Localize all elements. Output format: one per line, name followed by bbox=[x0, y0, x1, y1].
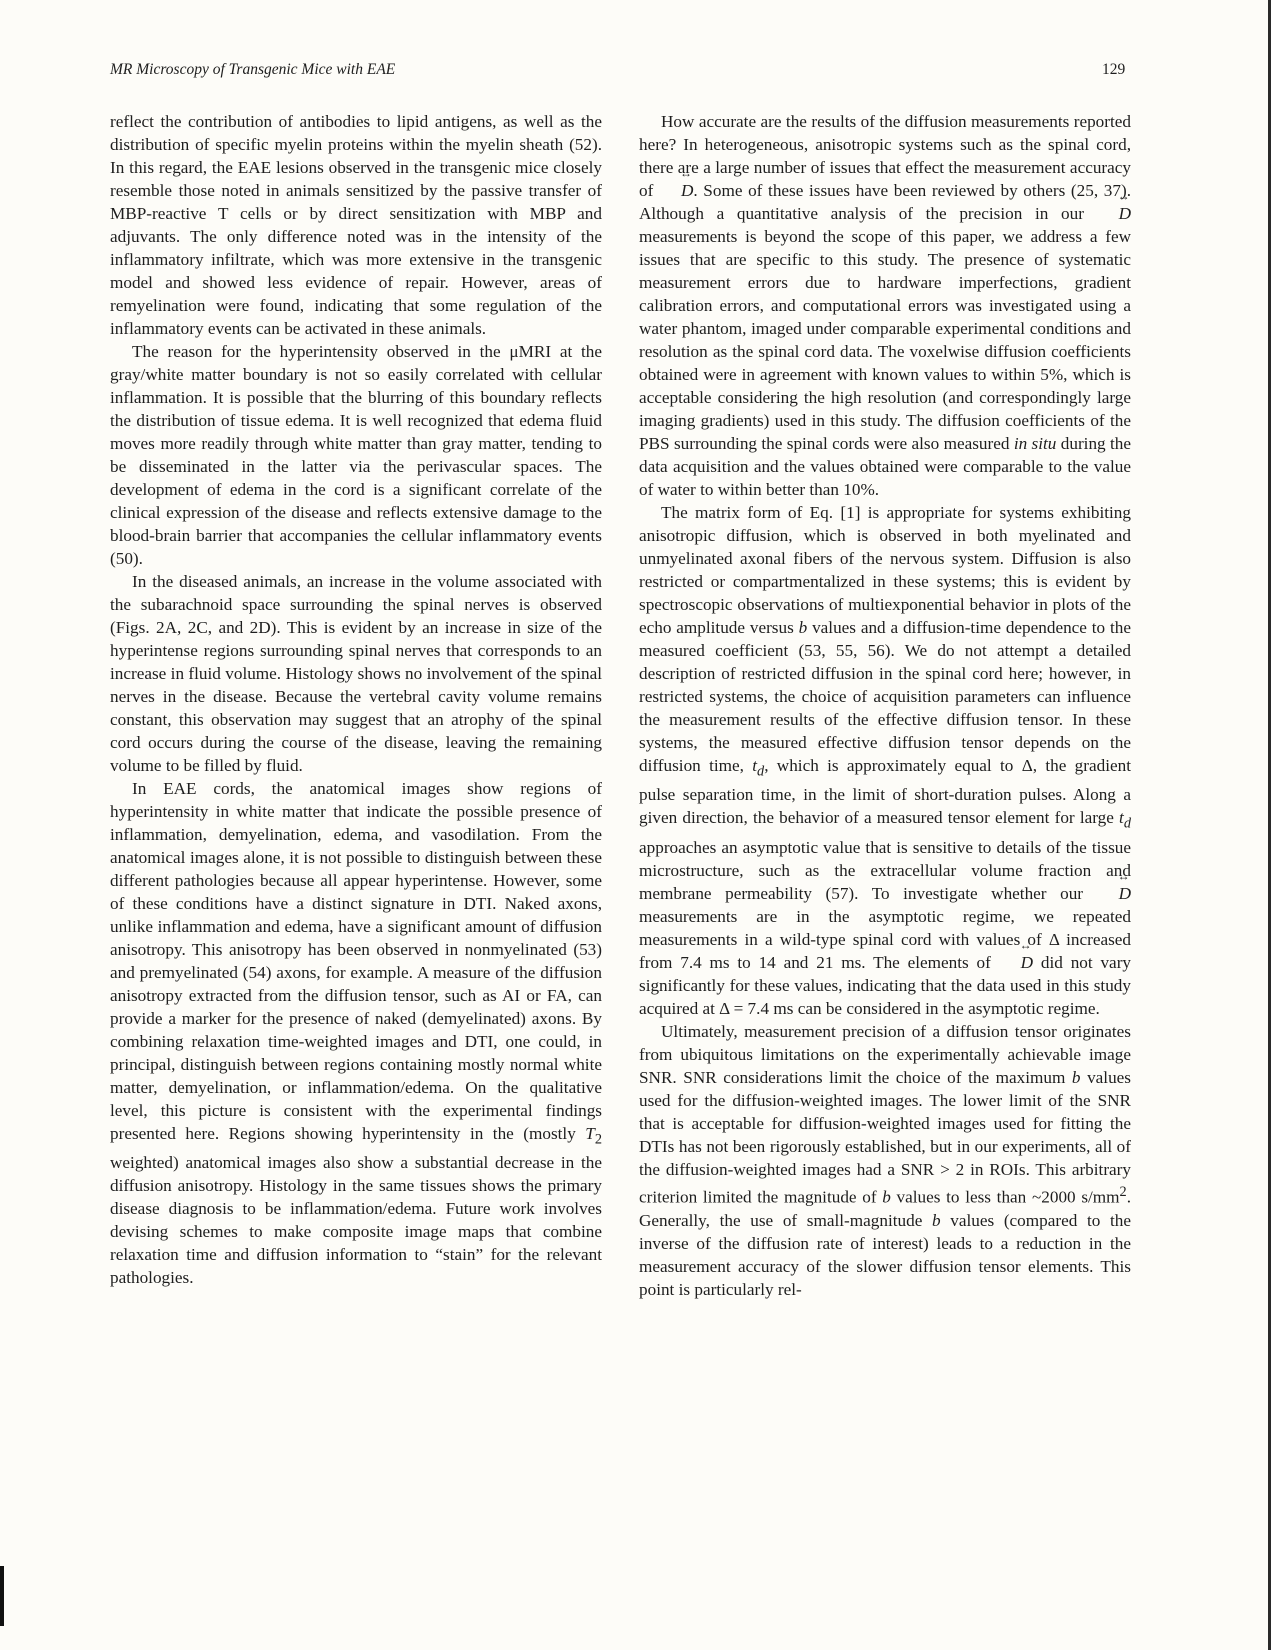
text-span: . Some of these issues have been reviewed by others (25, 37). Although a quantitative analysis of the precision in our bbox=[639, 181, 1131, 223]
text-span: approaches an asymptotic value that is sensitive to details of the tissue microstructure, such as the extracellular volume fraction and membrane permeability (57). To investigate whether our bbox=[639, 837, 1131, 903]
right-column bbox=[639, 110, 1131, 1301]
paragraph: reflect the contribution of antibodies to lipid antigens, as well as the distribution of specific myelin proteins within the myelin sheath (52). In this regard, the EAE lesions observed in the transgenic mice closely resemble those noted in animals sensitized by the passive transfer of MBP-reactive T cells or by direct sensitization with MBP and adjuvants. The only difference noted was in the intensity of the inflammatory infiltrate, which was more extensive in the transgenic model and showed less evidence of repair. However, areas of remyelination were found, indicating that some regulation of the inflammatory events can be activated in these animals. bbox=[110, 112, 602, 338]
italic-subscript: d bbox=[1123, 815, 1131, 832]
text-span: values (compared to the inverse of the diffusion rate of interest) leads to a reduction in the measurement accuracy of the slower diffusion tensor elements. This point is particularly rel- bbox=[639, 1210, 1131, 1299]
italic-symbol: b bbox=[882, 1187, 891, 1207]
italic-symbol: b bbox=[1071, 1067, 1081, 1087]
paragraph bbox=[639, 501, 1131, 1020]
italic-symbol: b bbox=[932, 1210, 941, 1230]
text-span: In EAE cords, the anatomical images show regions of hyperintensity in white matter that indicate the possible presence of inflammation, demyelination, edema, and vasodilation. From the anatomical images alone, it is not possible to distinguish between these different pathologies because all appear hyperintense. However, some of these conditions have a distinct signature in DTI. Naked axons, unlike inflammation and edema, have a significant amount of diffusion anisotropy. This anisotropy has been observed in nonmyelinated (53) and premyelinated (54) axons, for example. A measure of the diffusion anisotropy extracted from the diffusion tensor, such as AI or FA, can provide a marker for the presence of naked (demyelinated) axons. By combining relaxation time-weighted images and DTI, one could, in principal, distinguish between regions containing mostly normal white matter, demyelination, or inflammation/edema. On the qualitative level, this picture is consistent with the experimental findings presented here. Regions showing hyperintensity in the (mostly bbox=[110, 779, 602, 1143]
text-span: . Generally, the use of small-magnitude bbox=[639, 1187, 1131, 1230]
running-title: MR Microscopy of Transgenic Mice with EAE bbox=[110, 61, 396, 78]
italic-symbol: t bbox=[752, 756, 758, 775]
italic-symbol: T bbox=[585, 1124, 595, 1143]
text-span: did not vary significantly for these values, indicating that the data used in this study acquired at Δ = 7.4 ms can be considered in the asymptotic regime. bbox=[639, 952, 1132, 1018]
italic-symbol: b bbox=[798, 618, 808, 637]
tensor-symbol: ↔ D bbox=[659, 179, 693, 202]
superscript: 2 bbox=[1119, 1183, 1127, 1200]
page-number: 129 bbox=[1102, 61, 1126, 78]
text-span: measurements is beyond the scope of this paper, we address a few issues that are specific to this study. The presence of systematic measurement errors due to hardware imperfections, gradient calibration errors, and computational errors was investigated using a water phantom, imaged under comparable experimental conditions and resolution as the spinal cord data. The voxelwise diffusion coefficients obtained were in agreement with known values to within 5%, which is acceptable considering the high resolution (and correspondingly large imaging gradients) used in this study. The diffusion coefficients of the PBS surrounding the spinal cords were also measured bbox=[639, 227, 1131, 453]
paragraph bbox=[639, 1020, 1131, 1301]
text-span: during the data acquisition and the values obtained were comparable to the value of water to within better than 10%. bbox=[639, 434, 1131, 499]
italic-subscript: d bbox=[757, 763, 765, 780]
italic-term: in situ bbox=[1013, 434, 1057, 453]
italic-symbol: t bbox=[1119, 808, 1124, 828]
subscript bbox=[1124, 816, 1131, 832]
paragraph: In the diseased animals, an increase in the volume associated with the subarachnoid space surrounding the spinal nerves is observed (Figs. 2A, 2C, and 2D). This is evident by an increase in size of the hyperintense regions surrounding spinal nerves that corresponds to an increase in fluid volume. Histology shows no involvement of the spinal nerves in the disease. Because the vertebral cavity volume remains constant, this observation may suggest that an atrophy of the spinal cord occurs during the course of the disease, leaving the remaining volume to be filled by fluid. bbox=[110, 572, 602, 775]
text-span: weighted) anatomical images also show a substantial decrease in the diffusion anisotropy. Histology in the same tissues shows the primary disease diagnosis to be inflammation/edema. Future work involves devising schemes to make composite image maps that combine relaxation time and diffusion information to “stain” for the relevant pathologies. bbox=[110, 1153, 602, 1288]
text-span: values to less than ~2000 s/mm bbox=[890, 1187, 1120, 1207]
subscript: 2 bbox=[594, 1131, 602, 1148]
paragraph bbox=[110, 777, 602, 1289]
tensor-symbol: ↔ D bbox=[1097, 882, 1131, 905]
tensor-symbol: ↔ D bbox=[999, 951, 1033, 974]
text-span: , which is approximately equal to Δ, the gradient pulse separation time, in the limit of short-duration pulses. Along a given direction, the behavior of a measured tensor element for large bbox=[639, 756, 1131, 828]
text-span: How accurate are the results of the diffusion measurements reported here? In heterogeneous, anisotropic systems such as the spinal cord, there are a large number of issues that effect the measurement accuracy of bbox=[639, 112, 1131, 200]
tensor-symbol: ↔ D bbox=[1097, 202, 1131, 225]
paragraph: The reason for the hyperintensity observed in the μMRI at the gray/white matter boundary is not so easily correlated with cellular inflammation. It is possible that the blurring of this boundary reflects the distribution of tissue edema. It is well recognized that edema fluid moves more readily through white matter than gray matter, tending to be disseminated in the latter via the perivascular spaces. The development of edema in the cord is a significant correlate of the clinical expression of the disease and reflects extensive damage to the blood-brain barrier that accompanies the cellular inflammatory events (50). bbox=[110, 342, 602, 568]
scan-edge-mark bbox=[0, 1566, 4, 1626]
left-column bbox=[110, 110, 602, 1289]
paragraph bbox=[639, 110, 1131, 501]
text-span: values used for the diffusion-weighted images. The lower limit of the SNR that is acceptable for diffusion-weighted images used for fitting the DTIs has not been rigorously established, but in our experiments, all of the diffusion-weighted images had a SNR > 2 in ROIs. This arbitrary criterion limited the magnitude of bbox=[639, 1067, 1131, 1207]
text-span: The matrix form of Eq. [1] is appropriate for systems exhibiting anisotropic diffusion, which is observed in both myelinated and unmyelinated axonal fibers of the nervous system. Diffusion is also restricted or compartmentalized in these systems; this is evident by spectroscopic observations of multiexponential behavior in plots of the echo amplitude versus bbox=[639, 503, 1131, 637]
text-span: measurements are in the asymptotic regime, we repeated measurements in a wild-type spinal cord with values of Δ increased from 7.4 ms to 14 and 21 ms. The elements of bbox=[639, 906, 1131, 972]
text-span: values and a diffusion-time dependence to the measured coefficient (53, 55, 56). We do not attempt a detailed description of restricted diffusion in the spinal cord here; however, in restricted systems, the choice of acquisition parameters can influence the measurement results of the effective diffusion tensor. In these systems, the measured effective diffusion tensor depends on the diffusion time, bbox=[639, 618, 1131, 775]
text-span: Ultimately, measurement precision of a diffusion tensor originates from ubiquitous limitations on the experimentally achievable image SNR. SNR considerations limit the choice of the maximum bbox=[639, 1021, 1131, 1087]
